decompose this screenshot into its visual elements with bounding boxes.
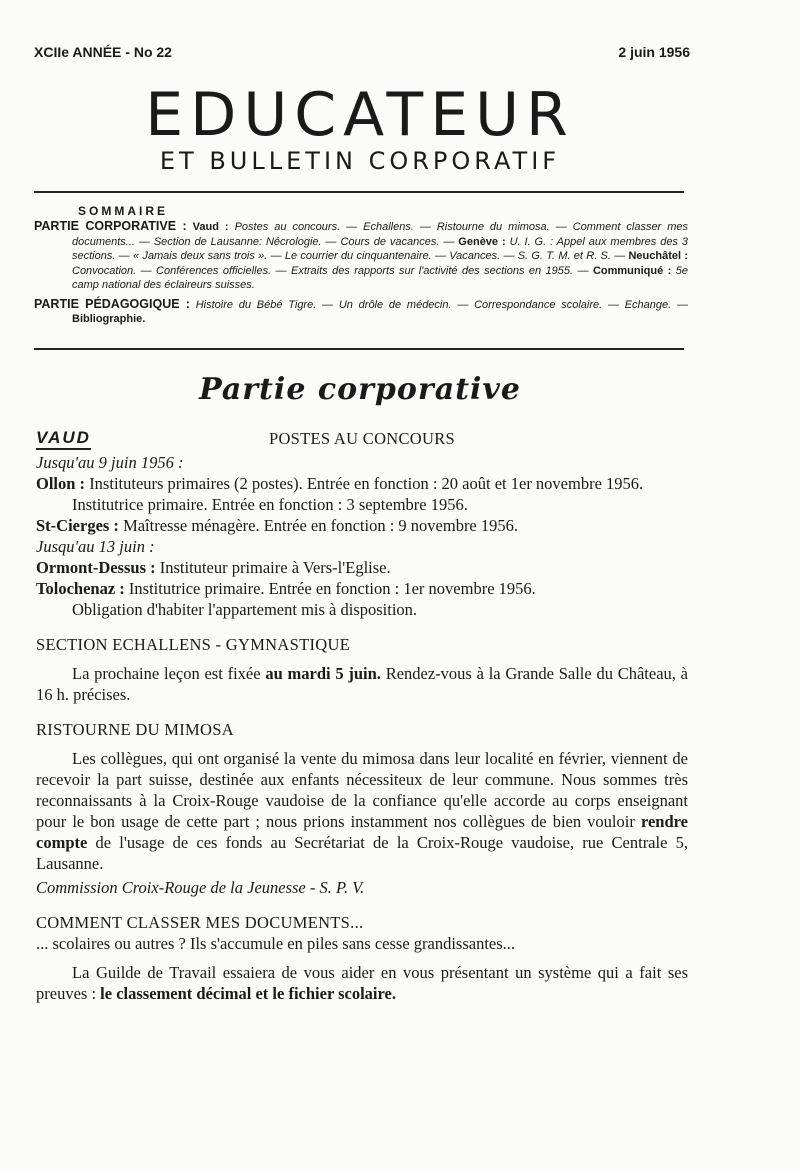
deadline-9-juin: Jusqu'au 9 juin 1956 : (36, 453, 184, 472)
toc-partie-pedagogique: PARTIE PÉDAGOGIQUE : Histoire du Bébé Tigre. — Un drôle de médecin. — Correspondance scolaire. — Echange. — Bibliographie. (34, 296, 688, 325)
divider-top (34, 191, 684, 193)
documents-text: La Guilde de Travail essaiera de vous aider en vous présentant un système qui a fait ses preuves : le classement décimal et le fichier scolaire. (36, 963, 688, 1003)
spacer (36, 620, 688, 634)
issue-number: XCIIe ANNÉE - No 22 (34, 44, 172, 60)
spacer (36, 655, 688, 663)
entry-tolochenaz-2: Obligation d'habiter l'appartement mis à disposition. (72, 600, 418, 619)
mimosa-signature: Commission Croix-Rouge de la Jeunesse - S. P. V. (36, 878, 365, 897)
issue-date: 2 juin 1956 (618, 44, 690, 60)
mimosa-text: Les collègues, qui ont organisé la vente du mimosa dans leur localité en février, viennent de recevoir la part suisse, destinée aux enfants nécessiteux de leur commune. Nous sommes très reconnaissants à la Croix-Rouge vaudoise de la confiance qu'elle accorde au corps enseignant pour le bon usage de cette part ; nous prions instamment nos collègues de bien vouloir rendre compte de l'usage de ces fonds au Secrétariat de la Croix-Rouge vaudoise, rue Centrale 5, Lausanne. (36, 749, 688, 873)
entry-ollon: Ollon : Instituteurs primaires (2 postes). Entrée en fonction : 20 août et 1er novembre 1956. (36, 474, 644, 493)
journal-title: EDUCATEUR (145, 80, 575, 150)
section-title: Partie corporative (199, 372, 521, 407)
article-body (36, 428, 688, 1004)
entry-st-cierges: St-Cierges : Maîtresse ménagère. Entrée en fonction : 9 novembre 1956. (36, 516, 519, 535)
divider-sommaire (34, 348, 684, 350)
spacer (36, 898, 688, 912)
postes-heading: POSTES AU CONCOURS (268, 429, 456, 448)
documents-subheading: ... scolaires ou autres ? Ils s'accumule en piles sans cesse grandissantes... (36, 934, 516, 953)
spacer (36, 705, 688, 719)
mimosa-heading: RISTOURNE DU MIMOSA (36, 720, 234, 739)
toc-partie-corporative: PARTIE CORPORATIVE : Vaud : Postes au concours. — Echallens. — Ristourne du mimosa. — Comment classer mes documents... — Section de Lausanne: Nécrologie. — Cours de vacances. — Genève : U. I. G. : Appel aux membres des 3 sections. — « Jamais deux sans trois ». — Le courrier du cinquantenaire. — Vacances. — S. G. T. M. et R. S. — Neuchâtel : Convocation. — Conférences officielles. — Extraits des rapports sur l'activité des sections en 1955. — Communiqué : 5e camp national des éclaireurs suisses. (34, 219, 689, 291)
deadline-13-juin: Jusqu'au 13 juin : (36, 537, 155, 556)
vaud-header-row (36, 428, 688, 452)
echallens-text: La prochaine leçon est fixée au mardi 5 juin. Rendez-vous à la Grande Salle du Château, à 16 h. précises. (36, 664, 688, 704)
entry-ormont-dessus: Ormont-Dessus : Instituteur primaire à Vers-l'Eglise. (36, 558, 391, 577)
spacer (36, 740, 688, 748)
entry-ollon-2: Institutrice primaire. Entrée en fonction : 3 septembre 1956. (72, 495, 468, 514)
toc-heading: SOMMAIRE (78, 204, 168, 218)
masthead-topline (34, 44, 690, 64)
entry-tolochenaz: Tolochenaz : Institutrice primaire. Entrée en fonction : 1er novembre 1956. (36, 579, 536, 598)
echallens-heading: SECTION ECHALLENS - GYMNASTIQUE (36, 635, 351, 654)
documents-heading: COMMENT CLASSER MES DOCUMENTS... (36, 913, 364, 932)
table-of-contents (34, 203, 688, 331)
journal-subtitle: ET BULLETIN CORPORATIF (159, 147, 561, 175)
vaud-label: VAUD (36, 428, 91, 450)
spacer (36, 954, 688, 962)
